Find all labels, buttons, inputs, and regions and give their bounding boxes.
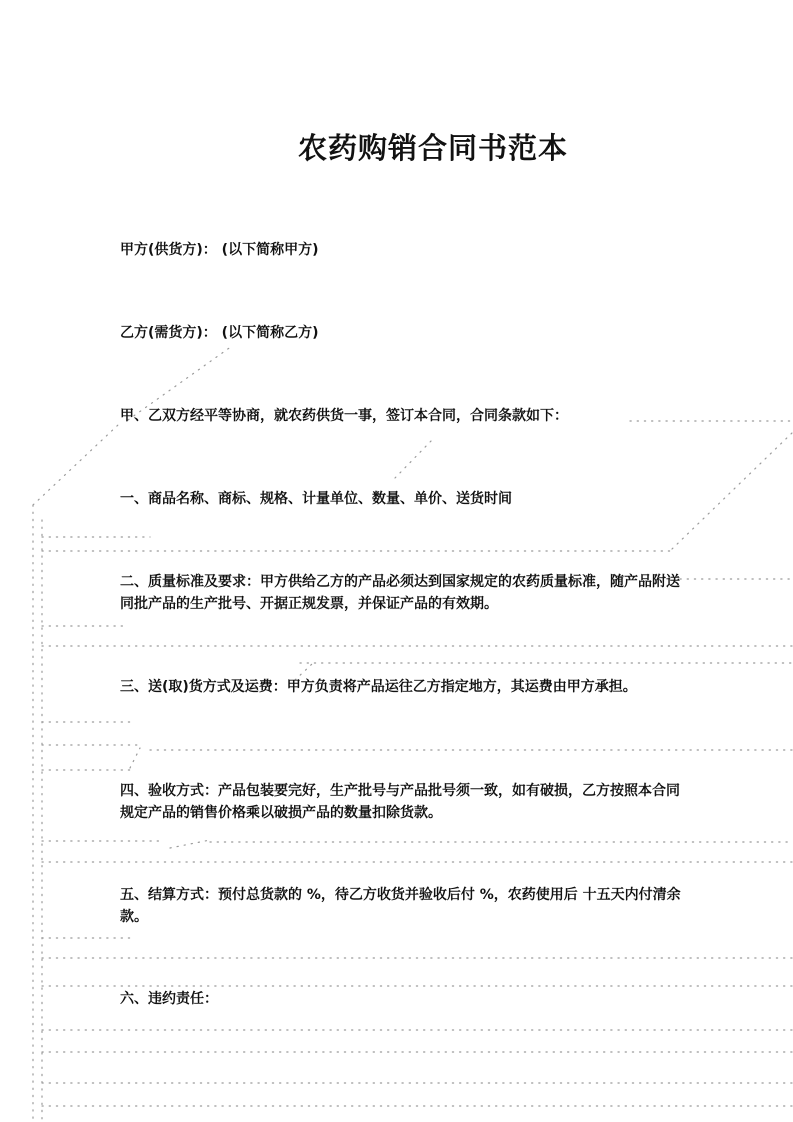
clause-1-paragraph: 一、商品名称、商标、规格、计量单位、数量、单价、送货时间	[120, 491, 512, 507]
clause-5-paragraph: 五、结算方式：预付总货款的 %，待乙方收货并验收后付 %，农药使用后 十五天内付清余款。	[120, 887, 681, 925]
document-title: 农药购销合同书范本	[297, 131, 568, 165]
clause-4-paragraph: 四、验收方式：产品包装要完好，生产批号与产品批号须一致，如有破损，乙方按照本合同规定产品的销售价格乘以破损产品的数量扣除货款。	[120, 783, 680, 821]
party-b-line: 乙方(需货方)： (以下简称乙方)	[120, 325, 319, 341]
preamble-paragraph: 甲、乙双方经平等协商，就农药供货一事，签订本合同，合同条款如下：	[120, 408, 568, 424]
clause-3-paragraph: 三、送(取)货方式及运费：甲方负责将产品运往乙方指定地方，其运费由甲方承担。	[120, 679, 637, 695]
clause-6-heading: 六、违约责任：	[120, 991, 218, 1007]
clause-2-paragraph: 二、质量标准及要求：甲方供给乙方的产品必须达到国家规定的农药质量标准，随产品附送同批产品的生产批号、开据正规发票，并保证产品的有效期。	[120, 574, 680, 612]
party-a-line: 甲方(供货方)： (以下简称甲方)	[120, 242, 319, 258]
